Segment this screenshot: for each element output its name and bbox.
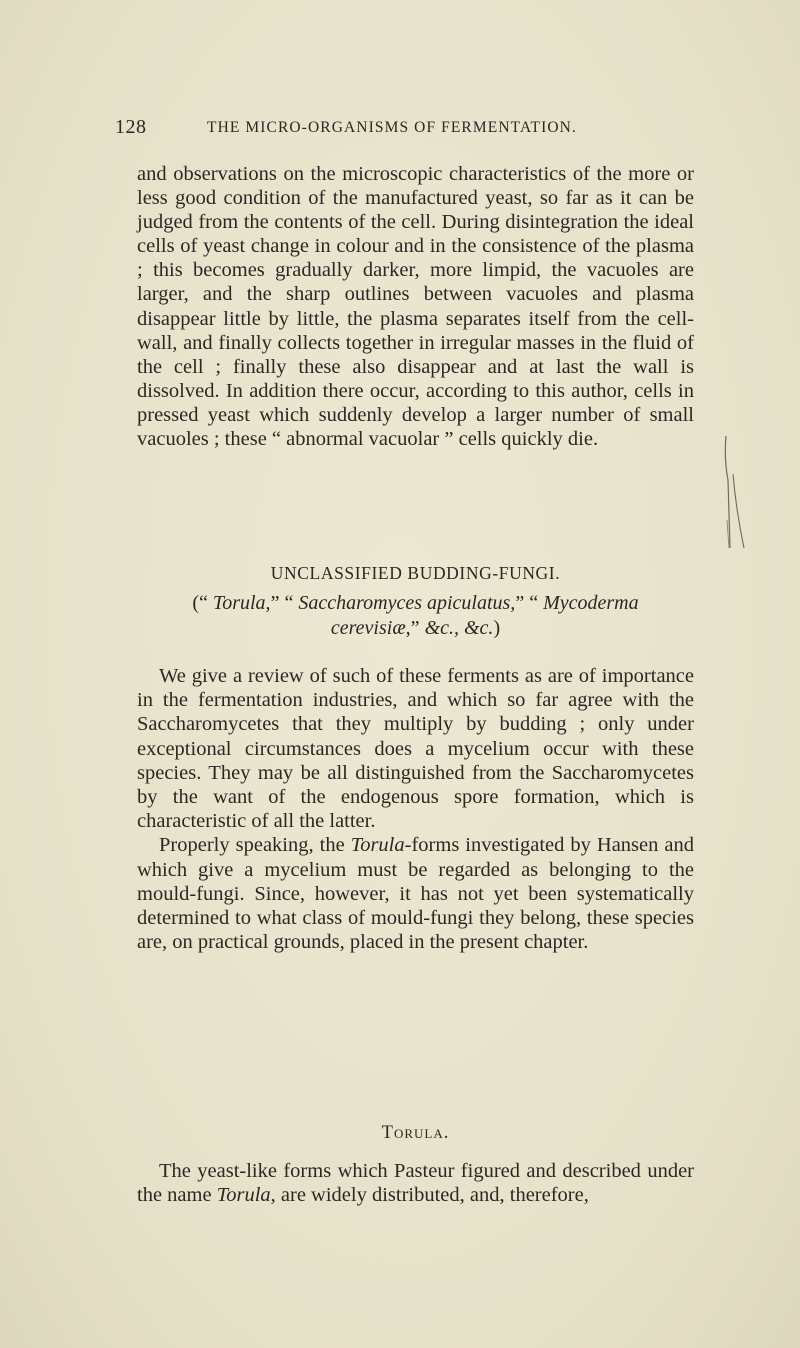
synonyms-sep-2: ” “ (515, 592, 544, 614)
torula-body (137, 1159, 694, 1207)
synonyms-open: (“ (192, 592, 213, 614)
margin-bracket-mark (722, 430, 748, 550)
section-body (137, 664, 694, 954)
paragraph-continued (137, 162, 694, 451)
page-number: 128 (115, 116, 147, 138)
synonym-saccharomyces: Saccharomyces apiculatus, (298, 592, 516, 614)
paragraph-3-torula: Torula (350, 834, 405, 857)
synonyms-sep-3: ” (410, 617, 425, 639)
paragraph-4-torula: Torula, (216, 1184, 276, 1207)
synonyms-close: ) (493, 617, 501, 639)
paragraph-4 (137, 1159, 694, 1207)
paragraph-4-text-b: are widely distributed, and, therefore, (275, 1184, 589, 1207)
subheading-torula: Torula. (381, 1123, 450, 1143)
paragraph-3-text-b: -forms investigated by Hansen and which give a mycelium must be regarded as belonging to the mould-fungi. Since, however, it has not yet been systematically determined to what class of mould-fungi they belong, these species are, on practical grounds, placed in the present chapter. (137, 834, 694, 954)
section-heading: UNCLASSIFIED BUDDING-FUNGI. (270, 563, 561, 583)
running-title: THE MICRO-ORGANISMS OF FERMENTATION. (207, 119, 577, 136)
synonym-mycoderma: Mycoderma (543, 592, 639, 614)
synonyms-etc: &c., &c. (424, 617, 494, 639)
synonym-cerevisiae: cerevisiæ, (330, 617, 411, 639)
paragraph-3-text-a: Properly speaking, the (159, 834, 351, 857)
page-header (115, 116, 675, 140)
synonyms-line (137, 591, 694, 641)
paragraph-3 (137, 833, 694, 954)
paragraph-2: We give a review of such of these ferments as are of importance in the fermentation industries, and which so far agree with the Saccharomycetes that they multiply by budding ; only under exceptional circumstances does a mycelium occur with these species. They may be all distinguished from the Saccharomycetes by the want of the endogenous spore formation, which is characteristic of all the latter. (137, 665, 694, 833)
paragraph-4-text-a: The yeast-like forms which Pasteur figured and described under the name (137, 1160, 694, 1207)
synonym-torula: Torula, (212, 592, 271, 614)
synonyms-sep-1: ” “ (270, 592, 299, 614)
paragraph-1: and observations on the microscopic characteristics of the more or less good condition of the manufactured yeast, so far as it can be judged from the contents of the cell. During disintegration the ideal cells of yeast change in colour and in the consistence of the plasma ; this becomes gradually darker, more limpid, the vacuoles are larger, and the sharp outlines between vacuoles and plasma disappear little by little, the plasma separates itself from the cell-wall, and finally collects together in irregular masses in the fluid of the cell ; finally these also disappear and at last the wall is dissolved. In addition there occur, according to this author, cells in pressed yeast which suddenly develop a larger number of small vacuoles ; these “ abnormal vacuolar ” cells quickly die. (137, 163, 694, 451)
